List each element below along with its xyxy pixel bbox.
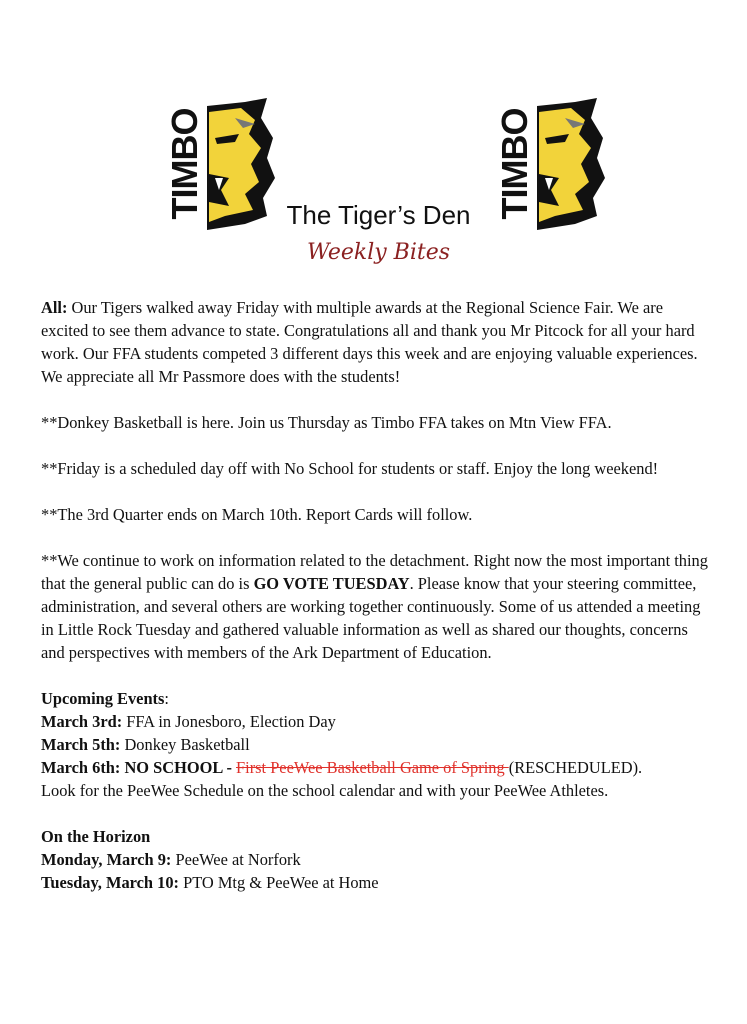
event-text: Donkey Basketball bbox=[120, 735, 250, 754]
colon: : bbox=[164, 689, 169, 708]
on-the-horizon bbox=[41, 825, 713, 894]
event-item bbox=[41, 756, 713, 779]
newsletter-body bbox=[41, 296, 713, 917]
vote-callout: GO VOTE TUESDAY bbox=[253, 574, 410, 593]
event-date: Tuesday, March 10: bbox=[41, 873, 179, 892]
logo-text: TIMBO bbox=[494, 108, 535, 220]
horizon-item bbox=[41, 871, 713, 894]
event-date: Monday, March 9: bbox=[41, 850, 172, 869]
upcoming-heading bbox=[41, 687, 713, 710]
detachment-text-end: . Please know that your steering committee, administration, and several others are working together continuously. Some of us attended a meeting in Little Rock Tuesday and gathered valuable information as well as shared our thoughts, concerns and perspectives with members of the Ark Department of Education. bbox=[41, 574, 701, 662]
all-label: All: bbox=[41, 298, 68, 317]
detachment-text: **We continue to work on information related to the detachment. Right now the most important thing that the general public can do is bbox=[41, 551, 708, 593]
event-text: FFA in Jonesboro, Election Day bbox=[122, 712, 336, 731]
detachment-paragraph bbox=[41, 549, 713, 664]
schedule-note: Look for the PeeWee Schedule on the school calendar and with your PeeWee Athletes. bbox=[41, 781, 609, 800]
newsletter-title: The Tiger’s Den bbox=[286, 200, 471, 230]
horizon-item bbox=[41, 848, 713, 871]
friday-note: **Friday is a scheduled day off with No School for students or staff. Enjoy the long weekend! bbox=[41, 459, 659, 478]
event-item bbox=[41, 733, 713, 756]
event-item bbox=[41, 710, 713, 733]
logo-text: TIMBO bbox=[164, 108, 205, 220]
upcoming-heading-text: Upcoming Events bbox=[41, 689, 165, 708]
event-text: (RESCHEDULED). bbox=[508, 758, 643, 777]
cancelled-event-text: First PeeWee Basketball Game of Spring bbox=[236, 758, 509, 777]
donkey-basketball-note: **Donkey Basketball is here. Join us Thursday as Timbo FFA takes on Mtn View FFA. bbox=[41, 413, 612, 432]
event-date: March 6th: NO SCHOOL - bbox=[41, 758, 237, 777]
intro-text: Our Tigers walked away Friday with multiple awards at the Regional Science Fair. We are excited to see them advance to state. Congratulations all and thank you Mr Pitcock for all your hard work. Our FFA students competed 3 different days this week and are enjoying valuable experiences. We appreciate all Mr Passmore does with the students! bbox=[41, 298, 698, 386]
event-text: PTO Mtg & PeeWee at Home bbox=[178, 873, 379, 892]
quarter-note: **The 3rd Quarter ends on March 10th. Report Cards will follow. bbox=[41, 505, 473, 524]
intro-paragraph bbox=[41, 296, 713, 388]
newsletter-subtitle: Weekly Bites bbox=[307, 240, 450, 265]
upcoming-events bbox=[41, 687, 713, 802]
event-date: March 5th: bbox=[41, 735, 121, 754]
event-text: PeeWee at Norfork bbox=[171, 850, 301, 869]
horizon-heading-text: On the Horizon bbox=[41, 827, 151, 846]
horizon-heading bbox=[41, 825, 713, 848]
event-date: March 3rd: bbox=[41, 712, 123, 731]
